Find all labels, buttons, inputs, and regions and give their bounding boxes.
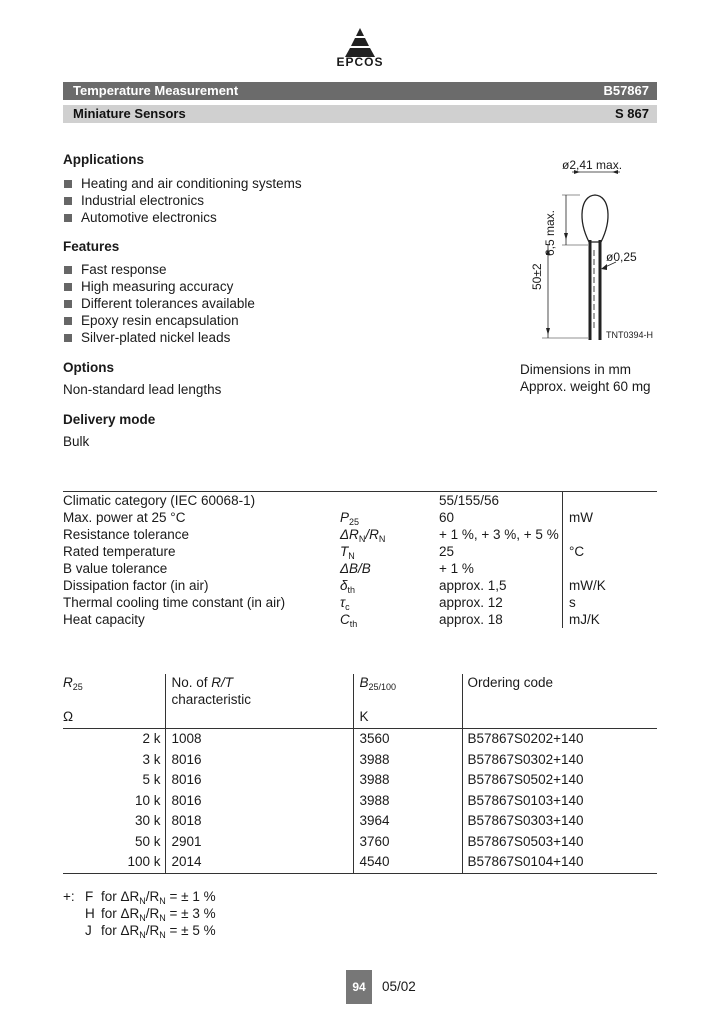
spec-row (63, 526, 657, 543)
spec-unit: mW/K (569, 578, 606, 593)
footnote-line (63, 922, 216, 939)
weight-note: Approx. weight 60 mg (520, 379, 651, 394)
cell-b: 3964 (353, 811, 462, 832)
spec-symbol-cell (340, 492, 439, 510)
spec-symbol-cell (340, 577, 439, 594)
footnote-sub: N (159, 930, 166, 940)
dim-head-length-text: 6,5 max. (543, 209, 557, 256)
cell-nrt: 8016 (165, 791, 353, 812)
col-r25-header (63, 674, 165, 729)
cell-r25: 50 k (63, 832, 165, 853)
b-sub: 25/100 (368, 682, 397, 692)
table-row (63, 750, 657, 771)
features-heading: Features (63, 239, 120, 254)
table-row (63, 832, 657, 853)
part-number: B57867 (603, 83, 649, 98)
spec-symbol-sub: th (347, 585, 356, 595)
list-item: Industrial electronics (63, 192, 302, 209)
spec-param: B value tolerance (63, 561, 168, 576)
delivery-heading: Delivery mode (63, 412, 156, 427)
spec-value: approx. 1,5 (439, 577, 563, 594)
subheader-bar (63, 105, 657, 123)
cell-nrt: 8016 (165, 750, 353, 771)
spec-unit: mJ/K (569, 612, 600, 627)
spec-symbol: ΔR (340, 527, 359, 542)
cell-nrt: 2014 (165, 852, 353, 873)
spec-row (63, 611, 657, 628)
list-item: Different tolerances available (63, 295, 255, 312)
spec-symbol: τ (340, 595, 346, 610)
spec-unit: mW (569, 510, 593, 525)
spec-row (63, 560, 657, 577)
spec-value: 25 (439, 543, 563, 560)
cell-b: 3560 (353, 729, 462, 750)
cell-nrt: 2901 (165, 832, 353, 853)
spec-row (63, 492, 657, 510)
footnote-text: for ΔR (101, 889, 140, 904)
b-symbol: B (359, 675, 369, 690)
footnote-text: for ΔR (101, 906, 140, 921)
col-b-header (353, 674, 462, 729)
col-code-header: Ordering code (462, 674, 657, 729)
spec-symbol-cell (340, 543, 439, 560)
doc-subtitle: Miniature Sensors (73, 106, 186, 121)
list-item: High measuring accuracy (63, 278, 255, 295)
logo-text: EPCOS (336, 55, 384, 69)
footnote-sub: N (139, 913, 146, 923)
cell-ordering-code: B57867S0503+140 (467, 833, 584, 849)
spec-symbol-cell (340, 526, 439, 543)
dim-lead-diameter: ø0,25 (606, 250, 637, 264)
spec-param: Rated temperature (63, 544, 176, 559)
spec-param: Climatic category (IEC 60068-1) (63, 493, 256, 508)
ordering-table (63, 674, 657, 874)
spec-unit (563, 492, 658, 510)
spec-row (63, 509, 657, 526)
footnote-sub: N (139, 930, 146, 940)
r25-symbol: R (63, 675, 73, 690)
cell-r25: 30 k (63, 811, 165, 832)
options-text: Non-standard lead lengths (63, 382, 222, 397)
spec-symbol: δ (340, 578, 348, 593)
delivery-text: Bulk (63, 434, 90, 449)
spec-symbol-sub: 25 (349, 517, 360, 527)
cell-ordering-code: B57867S0302+140 (467, 751, 584, 767)
spec-value: + 1 % (439, 560, 563, 577)
dimensions-note: Dimensions in mm (520, 362, 632, 377)
footnote-line (63, 888, 216, 905)
dimension-drawing (520, 150, 660, 350)
spec-symbol: C (340, 612, 350, 627)
list-item: Automotive electronics (63, 209, 302, 226)
series-name: S 867 (615, 106, 649, 121)
cell-nrt: 8018 (165, 811, 353, 832)
footnote-sub: N (159, 896, 166, 906)
spec-row (63, 543, 657, 560)
spec-symbol-cell (340, 509, 439, 526)
spec-param: Heat capacity (63, 612, 145, 627)
spec-symbol: T (340, 544, 349, 559)
footnote-value: = ± 3 % (169, 906, 216, 921)
applications-heading: Applications (63, 152, 145, 167)
spec-row (63, 594, 657, 611)
footnote-sub: N (139, 896, 146, 906)
cell-b: 3988 (353, 770, 462, 791)
list-item: Heating and air conditioning systems (63, 175, 302, 192)
cell-ordering-code: B57867S0502+140 (467, 772, 584, 787)
spec-param: Dissipation factor (in air) (63, 578, 209, 593)
b-unit: K (359, 709, 369, 724)
dim-total-length (530, 263, 544, 290)
table-row (63, 729, 657, 750)
header-bar (63, 82, 657, 100)
spec-value: 55/155/56 (439, 492, 563, 510)
spec-row (63, 577, 657, 594)
footnote-letter: F (85, 889, 94, 904)
cell-b: 3988 (353, 791, 462, 812)
cell-r25: 10 k (63, 791, 165, 812)
table-row (63, 811, 657, 832)
drawing-code: TNT0394-H (606, 330, 654, 340)
spec-symbol-cell (340, 560, 439, 577)
col-nrt-header (165, 674, 353, 729)
doc-title: Temperature Measurement (73, 83, 239, 98)
list-item: Fast response (63, 261, 255, 278)
nrt-label-c: characteristic (171, 692, 252, 707)
spec-unit (563, 560, 658, 577)
footnote-line (63, 905, 216, 922)
footnote-mid: /R (145, 923, 160, 938)
footnote-mid: /R (145, 906, 160, 921)
table-row (63, 852, 657, 873)
spec-symbol-sub: c (345, 602, 350, 612)
spec-symbol: ΔB/B (340, 561, 371, 576)
footnote-text: for ΔR (101, 923, 140, 938)
spec-symbol-sub: th (349, 619, 358, 629)
spec-symbol-cell (340, 594, 439, 611)
spec-symbol-2: /R (365, 527, 379, 542)
r25-sub: 25 (72, 682, 83, 692)
footnote-mid: /R (145, 889, 160, 904)
nrt-label-a: No. of (171, 675, 212, 690)
spec-param: Max. power at 25 °C (63, 510, 186, 525)
cell-nrt: 1008 (165, 729, 353, 750)
cell-r25: 100 k (63, 852, 165, 873)
cell-ordering-code: B57867S0202+140 (467, 731, 584, 746)
cell-nrt: 8016 (165, 770, 353, 791)
cell-ordering-code: B57867S0303+140 (467, 813, 584, 828)
spec-param: Thermal cooling time constant (in air) (63, 595, 286, 610)
nrt-label-b: R/T (211, 675, 234, 690)
footnote-value: = ± 1 % (169, 889, 216, 904)
spec-unit: °C (569, 544, 585, 559)
list-item: Epoxy resin encapsulation (63, 312, 255, 329)
table-row (63, 770, 657, 791)
table-header-row (63, 674, 657, 729)
list-item: Silver-plated nickel leads (63, 329, 255, 346)
spec-table (63, 491, 657, 628)
r25-unit: Ω (63, 709, 74, 724)
cell-r25: 3 k (63, 750, 165, 771)
spec-symbol-cell (340, 611, 439, 628)
applications-list (63, 175, 302, 226)
footer-date: 05/02 (382, 979, 416, 994)
spec-unit (563, 526, 658, 543)
cell-b: 3760 (353, 832, 462, 853)
spec-symbol-sub-2: N (378, 534, 386, 544)
spec-value: approx. 18 (439, 611, 563, 628)
footnote-marker: +: (63, 889, 75, 904)
spec-value: approx. 12 (439, 594, 563, 611)
footnote (63, 888, 216, 939)
cell-ordering-code: B57867S0103+140 (467, 792, 584, 808)
cell-b: 4540 (353, 852, 462, 873)
footnote-letter: H (85, 906, 95, 921)
page-number: 94 (346, 970, 372, 1004)
cell-ordering-code: B57867S0104+140 (462, 852, 657, 873)
spec-value: 60 (439, 509, 563, 526)
dim-total-length-text: 50±2 (530, 263, 544, 290)
dim-top-diameter: ø2,41 max. (562, 158, 623, 172)
spec-unit: s (569, 595, 576, 610)
spec-symbol-sub: N (358, 534, 366, 544)
cell-b: 3988 (353, 750, 462, 771)
features-list (63, 261, 255, 346)
spec-value: + 1 %, + 3 %, + 5 % (439, 526, 563, 543)
spec-param: Resistance tolerance (63, 527, 190, 542)
cell-r25: 5 k (63, 770, 165, 791)
footnote-letter: J (85, 923, 92, 938)
options-heading: Options (63, 360, 114, 375)
footnote-value: = ± 5 % (169, 923, 216, 938)
cell-r25: 2 k (63, 729, 165, 750)
spec-symbol-sub: N (348, 551, 355, 561)
footnote-sub: N (159, 913, 166, 923)
table-row (63, 791, 657, 812)
spec-symbol: P (340, 510, 350, 525)
